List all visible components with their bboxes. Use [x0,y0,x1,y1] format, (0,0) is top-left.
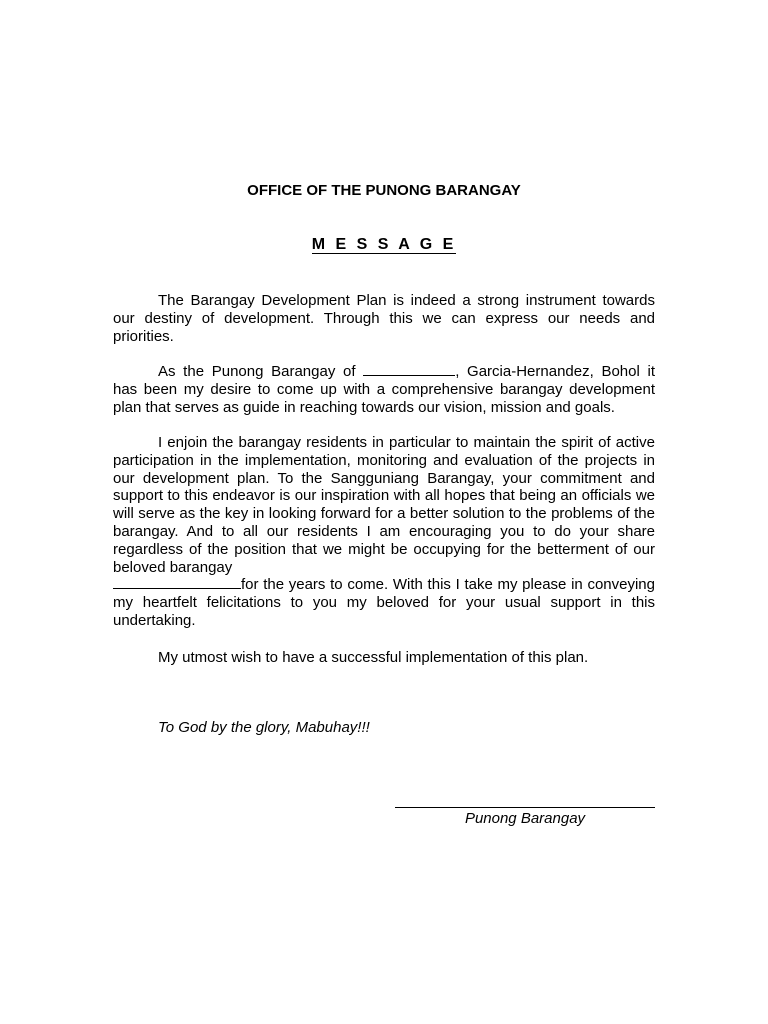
paragraph-punong-barangay [113,363,655,416]
closing-line: To God by the glory, Mabuhay!!! [158,719,370,736]
signature-line [395,807,655,808]
message-title [0,236,768,254]
barangay-blank [113,576,241,589]
paragraph-wish: My utmost wish to have a successful implementation of this plan. [158,649,589,666]
paragraph-2-rest: , Garcia-Hernandez, Bohol it has been my desire to come up with a comprehensive barangay development plan that serves as guide in reaching towards our vision, mission and goals. [113,363,655,416]
paragraph-3-lead: I enjoin the barangay residents in particular to maintain the spirit of active participation in the implementation, monitoring and evaluation of the projects in our development plan. To the Sangguniang Barangay, your commitment and support to this endeavor is our inspiration with all hopes that being an officials we will serve as the key in looking forward for a better solution to the problems of the barangay. And to all our residents I am encouraging you to do your share regardless of the position that we might be occupying for the betterment of our beloved barangay [113,434,655,576]
barangay-name-blank [363,363,455,376]
message-title-text: M E S S A G E [311,236,457,253]
signature-label: Punong Barangay [464,810,586,827]
paragraph-3-rest: for the years to come. With this I take my please in conveying my heartfelt felicitations to you my beloved for your usual support in this undertaking. [113,576,655,629]
paragraph-enjoin [113,434,655,630]
office-title: OFFICE OF THE PUNONG BARANGAY [247,182,521,199]
paragraph-intro: The Barangay Development Plan is indeed a strong instrument towards our destiny of development. Through this we can express our needs and priorities. [113,292,655,345]
paragraph-2-lead: As the Punong Barangay of [158,363,364,380]
